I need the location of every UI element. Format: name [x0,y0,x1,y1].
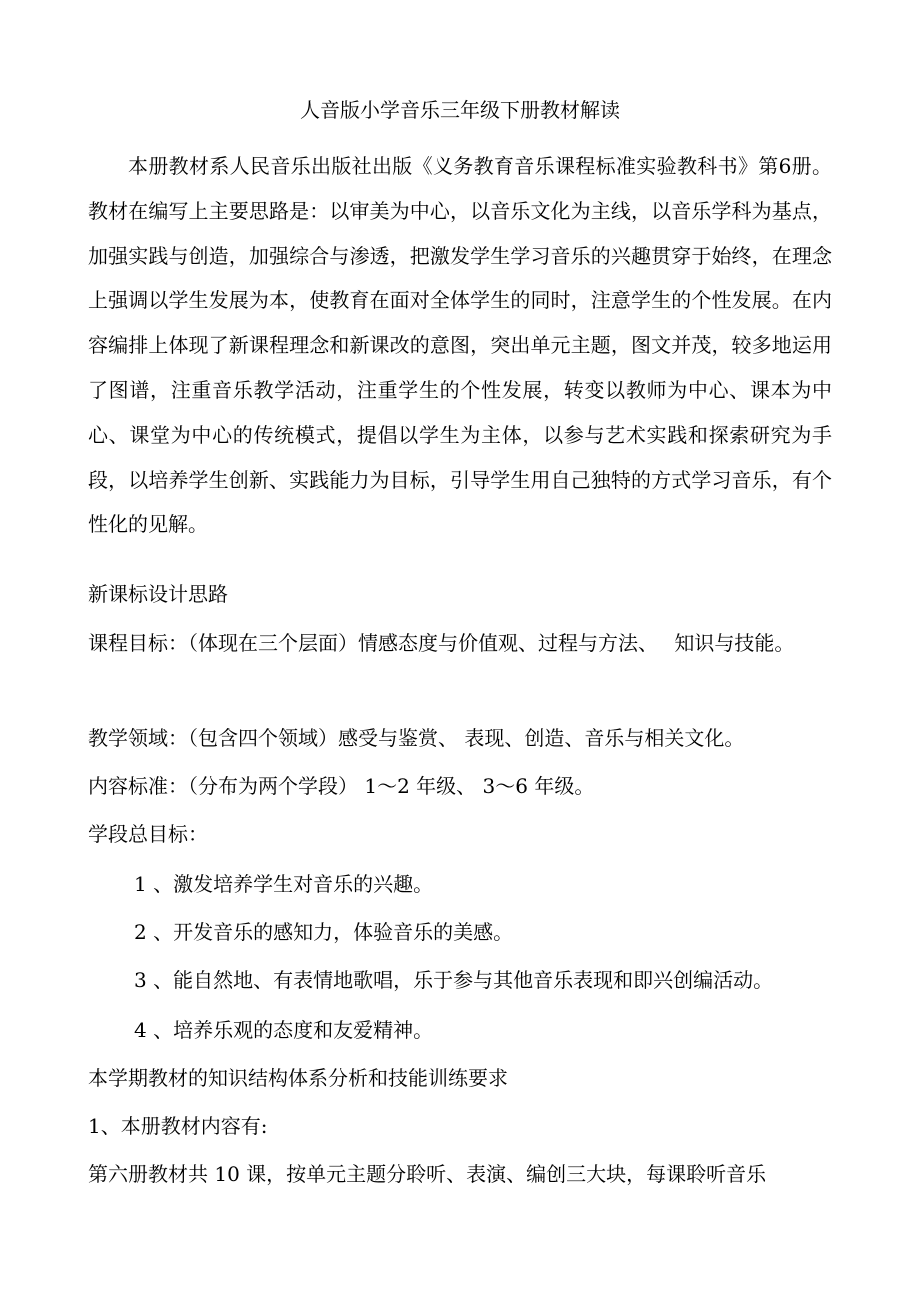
content-paragraph: 第六册教材共 10 课，按单元主题分聆听、表演、编创三大块，每课聆听音乐 [88,1162,767,1186]
stage-goal-item: 1 、激发培养学生对音乐的兴趣。 [134,872,434,896]
analysis-heading: 本学期教材的知识结构体系分析和技能训练要求 [88,1066,508,1090]
content-standard-line: 内容标准：（分布为两个学段） 1～2 年级、 3～6 年级。 [88,774,595,798]
intro-paragraph: 本册教材系人民音乐出版社出版《义务教育音乐课程标准实验教科书》第6册。教材在编写上主要思路是：以审美为中心，以音乐文化为主线，以音乐学科为基点，加强实践与创造，加强综合与渗透，把激发学生学习音乐的兴趣贯穿于始终，在理念上强调以学生发展为本，使教育在面对全体学生的同时，注意学生的个性发展。在内容编排上体现了新课程理念和新课改的意图，突出单元主题，图文并茂，较多地运用了图谱，注重音乐教学活动，注重学生的个性发展，转变以教师为中心、课本为中心、课堂为中心的传统模式，提倡以学生为主体，以参与艺术实践和探索研究为手段，以培养学生创新、实践能力为目标，引导学生用自己独特的方式学习音乐，有个性化的见解。 [88,154,832,537]
stage-goals-heading: 学段总目标： [88,822,208,846]
content-heading: 1、本册教材内容有: [88,1114,268,1138]
document-title: 人音版小学音乐三年级下册教材解读 [300,98,620,122]
course-goals-paragraph: 课程目标：（体现在三个层面）情感态度与价值观、过程与方法、 知识与技能。 [88,631,795,655]
teaching-domain-line: 教学领域：（包含四个领域）感受与鉴赏、 表现、创造、音乐与相关文化。 [88,726,745,750]
section-heading: 新课标设计思路 [88,582,228,606]
stage-goal-item: 2 、开发音乐的感知力，体验音乐的美感。 [134,920,514,944]
stage-goal-item: 3 、能自然地、有表情地歌唱，乐于参与其他音乐表现和即兴创编活动。 [134,968,774,992]
stage-goal-item: 4 、培养乐观的态度和友爱精神。 [134,1018,434,1042]
